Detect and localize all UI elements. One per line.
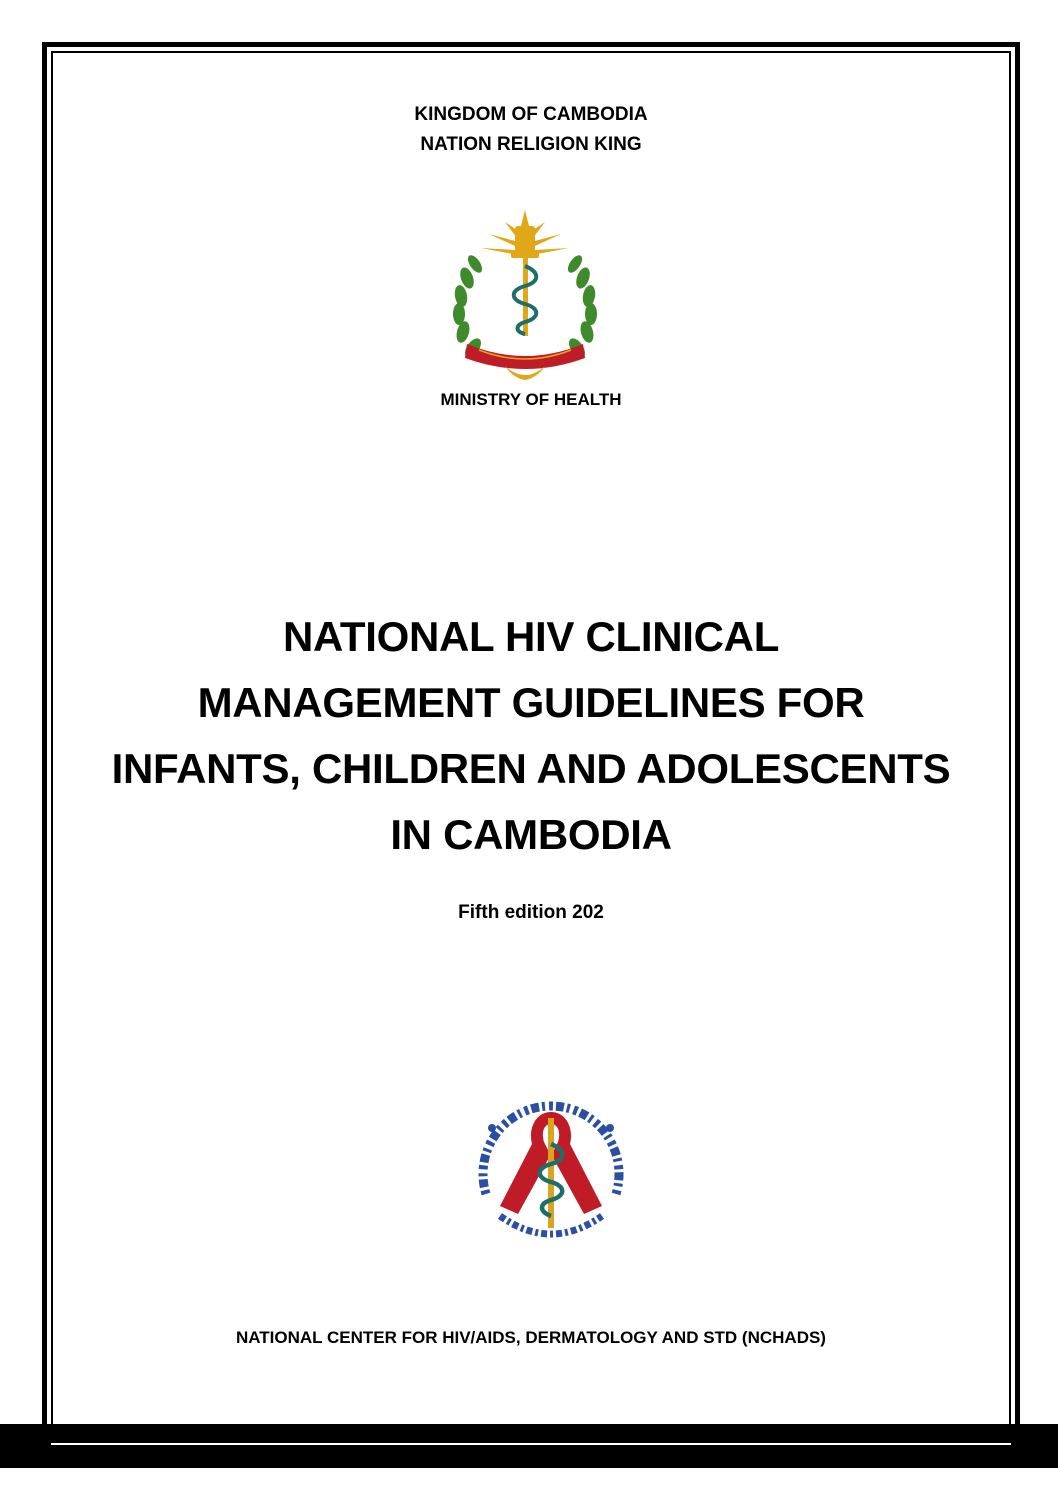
title-line-2: MANAGEMENT GUIDELINES FOR <box>197 679 865 726</box>
title-line-4: IN CAMBODIA <box>390 811 672 858</box>
ministry-of-health-emblem-icon <box>445 208 605 383</box>
title-line-3: INFANTS, CHILDREN AND ADOLESCENTS <box>111 745 951 792</box>
bottom-band-line <box>51 1424 1011 1445</box>
ministry-label: MINISTRY OF HEALTH <box>440 390 622 409</box>
edition-label: Fifth edition 202 <box>458 902 604 923</box>
title-line-1: NATIONAL HIV CLINICAL <box>282 613 780 660</box>
header-kingdom: KINGDOM OF CAMBODIA <box>414 104 648 125</box>
header-block <box>51 100 1011 160</box>
header-motto: NATION RELIGION KING <box>420 134 642 155</box>
nchads-red-ribbon-logo-icon <box>466 1084 636 1244</box>
footer-organization: NATIONAL CENTER FOR HIV/AIDS, DERMATOLOGY AND STD (NCHADS) <box>236 1328 826 1347</box>
document-title <box>51 604 1011 868</box>
